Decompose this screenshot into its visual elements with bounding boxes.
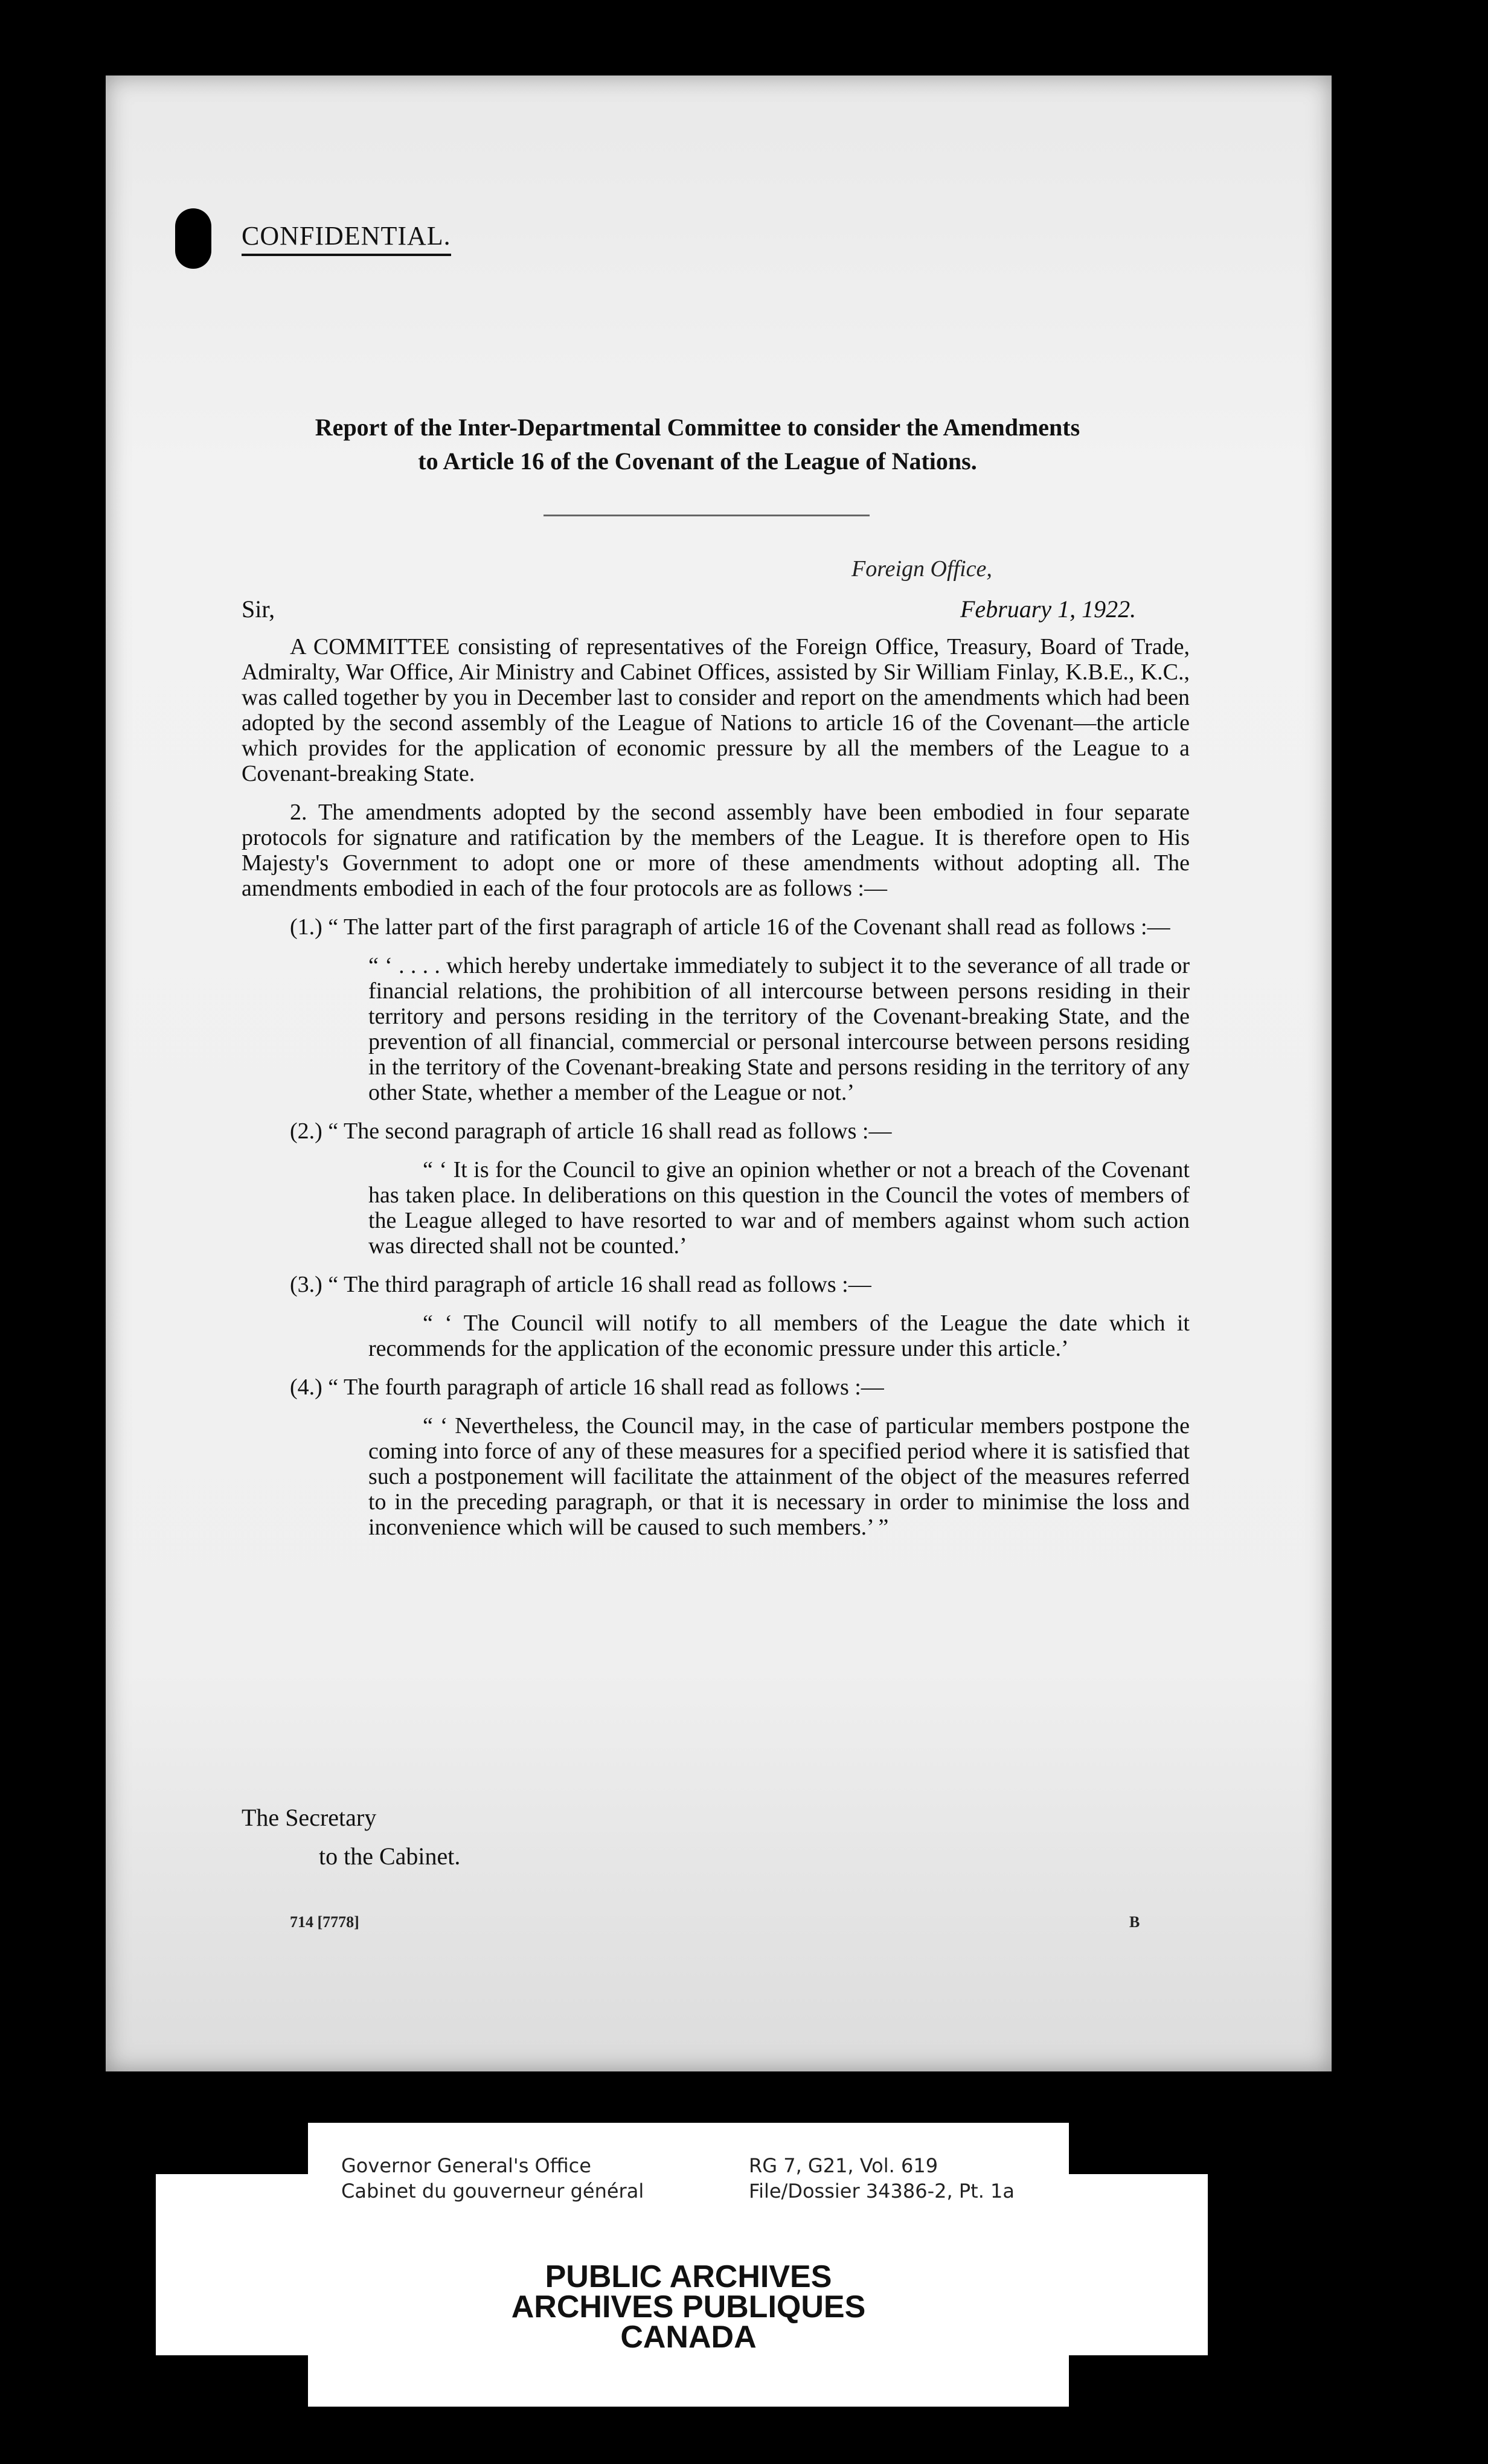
letter-body (242, 634, 1190, 1553)
addressee (242, 1798, 460, 1876)
record-group: RG 7, G21, Vol. 619 (749, 2154, 938, 2177)
office-fr: Cabinet du gouverneur général (341, 2180, 644, 2203)
sender-place: Foreign Office, (851, 556, 992, 582)
print-code: 714 [7778] (290, 1913, 359, 1931)
signature-mark: B (1129, 1913, 1140, 1931)
addressee-line-2: to the Cabinet. (319, 1843, 461, 1870)
archives-line-3: CANADA (620, 2320, 757, 2355)
title-rule (544, 515, 870, 516)
item-4-quote: “ ‘ Nevertheless, the Council may, in the case of particular members postpone the coming into force of any of these measures for a specified period where it is satisfied that such a postponement will facilitate the attainment of the object of the measures referred to in the preceding paragraph, or that it is necessary in order to minimise the loss and inconvenience which will be caused to such members.’ ” (368, 1413, 1190, 1540)
title-line-1: Report of the Inter-Departmental Committee to consider the Amendments (315, 414, 1080, 441)
letter-date: February 1, 1922. (960, 595, 1137, 623)
title-line-2: to Article 16 of the Covenant of the League of Nations. (418, 448, 977, 475)
punch-hole (175, 208, 211, 269)
archives-line-2: ARCHIVES PUBLIQUES (511, 2289, 866, 2324)
item-1-quote: “ ‘ . . . . which hereby undertake immediately to subject it to the severance of all trade or financial relations, the prohibition of all intercourse between persons residing in their territory and persons residing in the territory of the Covenant-breaking State, and the prevention of all financial, commercial or personal intercourse between persons residing in the territory of the Covenant-breaking State and persons residing in the territory of any other State, whether a member of the League or not.’ (368, 953, 1190, 1105)
paragraph-1: A COMMITTEE consisting of representatives of the Foreign Office, Treasury, Board of Trade, Admiralty, War Office, Air Ministry and Cabinet Offices, assisted by Sir William Finlay, K.B.E., K.C., was called together by you in December last to consider and report on the amendments which had been adopted by the second assembly of the League of Nations to article 16 of the Covenant—the article which provides for the application of economic pressure by all the members of the League to a Covenant-breaking State. (242, 634, 1190, 786)
archive-office (341, 2153, 644, 2204)
salutation: Sir, (242, 595, 275, 623)
archives-stamp (308, 2259, 1069, 2355)
item-3-intro: (3.) “ The third paragraph of article 16 shall read as follows :— (290, 1272, 871, 1297)
archive-card (308, 2123, 1069, 2407)
item-2-intro: (2.) “ The second paragraph of article 16 shall read as follows :— (290, 1118, 892, 1144)
report-title (199, 411, 1196, 478)
addressee-line-1: The Secretary (242, 1804, 377, 1831)
confidential-heading: CONFIDENTIAL. (242, 220, 451, 256)
archive-card-right-tab (1063, 2174, 1208, 2355)
paragraph-2: 2. The amendments adopted by the second assembly have been embodied in four separate protocols for signature and ratification by the members of the League. It is therefore open to His Majesty's Government to adopt one or more of these amendments without adopting all. The amendments embodied in each of the four protocols are as follows :— (242, 800, 1190, 901)
archive-reference (749, 2153, 1015, 2204)
archives-line-1: PUBLIC ARCHIVES (545, 2259, 832, 2294)
item-4-intro: (4.) “ The fourth paragraph of article 16 shall read as follows :— (290, 1375, 884, 1400)
file-number: File/Dossier 34386-2, Pt. 1a (749, 2180, 1015, 2203)
office-en: Governor General's Office (341, 2154, 591, 2177)
archive-card-left-tab (156, 2174, 319, 2355)
item-3-quote: “ ‘ The Council will notify to all members of the League the date which it recommends for the application of the economic pressure under this article.’ (368, 1311, 1190, 1361)
item-1-intro: (1.) “ The latter part of the first paragraph of article 16 of the Covenant shall read as follows :— (290, 914, 1170, 940)
item-2-quote: “ ‘ It is for the Council to give an opinion whether or not a breach of the Covenant has taken place. In deliberations on this question in the Council the votes of members of the League alleged to have resorted to war and of members against whom such action was directed shall not be counted.’ (368, 1157, 1190, 1259)
